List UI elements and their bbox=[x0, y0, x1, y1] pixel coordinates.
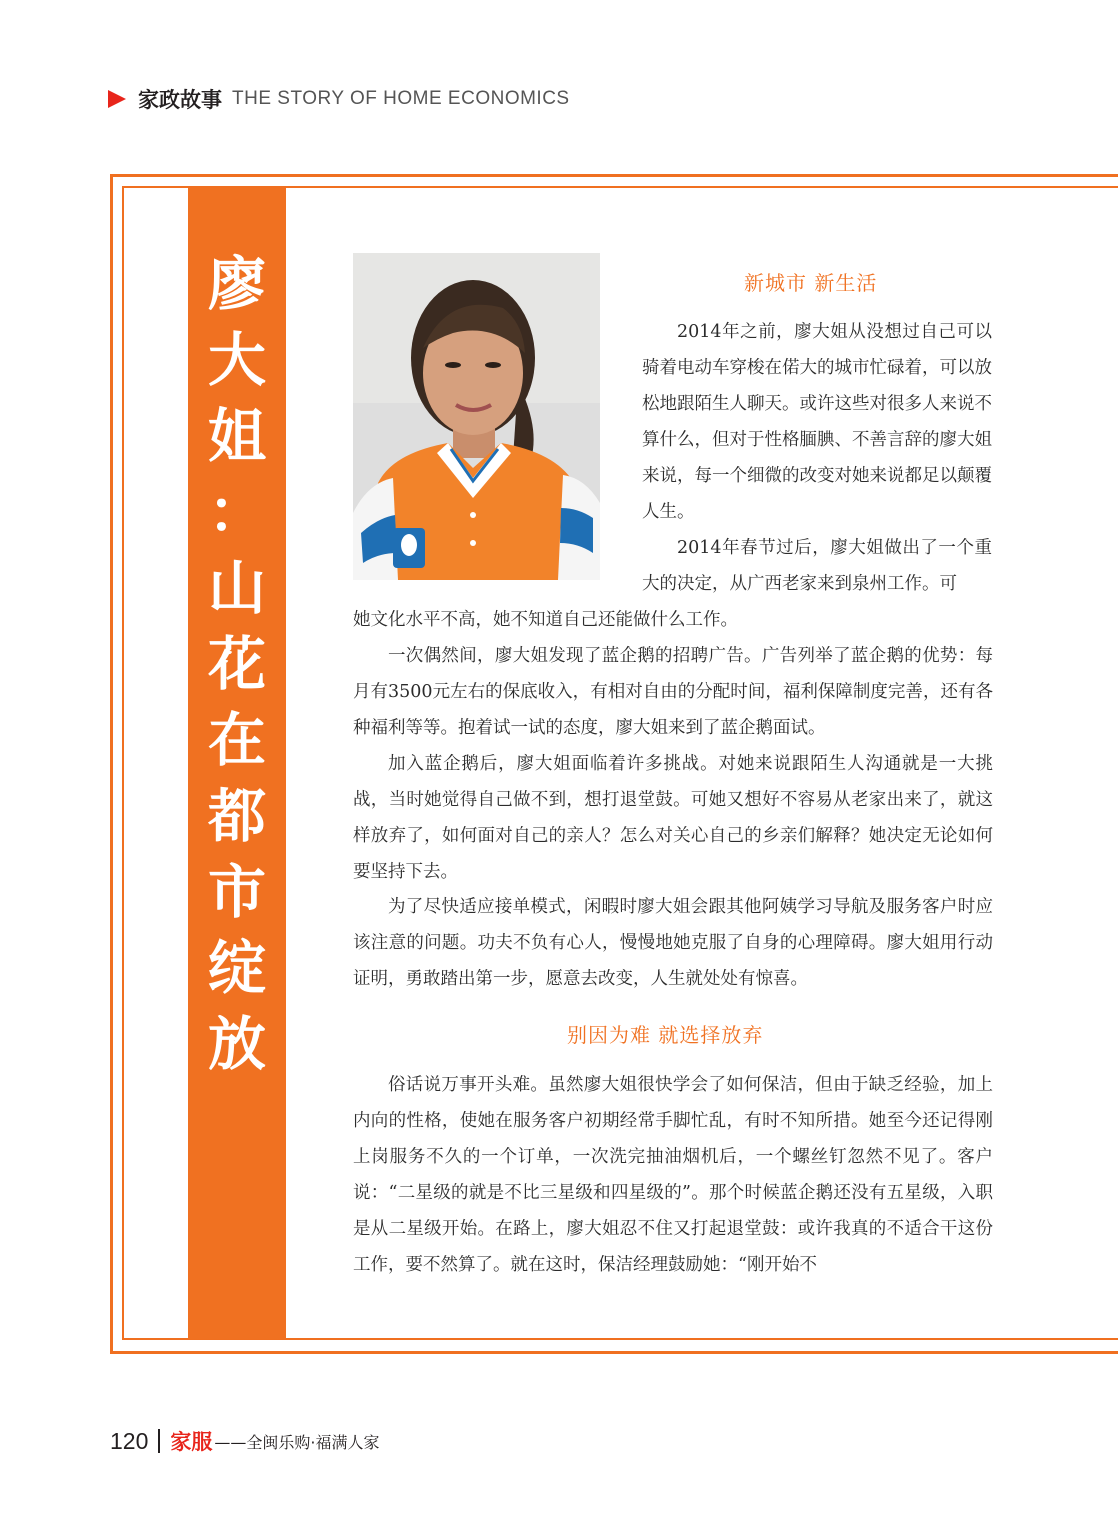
title-bar bbox=[188, 188, 286, 1339]
footer-divider bbox=[158, 1429, 160, 1453]
section-title-cn: 家政故事 bbox=[138, 88, 222, 112]
section-title-en: THE STORY OF HOME ECONOMICS bbox=[232, 88, 570, 109]
magazine-slogan: ——全闽乐购·福满人家 bbox=[214, 1432, 380, 1452]
page-footer bbox=[110, 1424, 379, 1458]
title-char: 在 bbox=[207, 706, 266, 774]
play-triangle-icon bbox=[108, 90, 126, 108]
paragraph: 2014年春节过后，廖大姐做出了一个重大的决定，从广西老家来到泉州工作。可 bbox=[642, 538, 992, 594]
title-char: ： bbox=[207, 478, 266, 546]
title-char: 廖 bbox=[207, 250, 266, 318]
paragraph: 加入蓝企鹅后，廖大姐面临着许多挑战。对她来说跟陌生人沟通就是一大挑战，当时她觉得自己做不到，想打退堂鼓。可她又想好不容易从老家出来了，就这样放弃了，如何面对自己的亲人？怎么对关心自己的乡亲们解释？她决定无论如何要坚持下去。 bbox=[353, 754, 993, 882]
title-char: 大 bbox=[207, 326, 266, 394]
title-char: 花 bbox=[207, 630, 266, 698]
magazine-brand: 家服 bbox=[170, 1430, 213, 1454]
paragraph: 为了尽快适应接单模式，闲暇时廖大姐会跟其他阿姨学习导航及服务客户时应该注意的问题。功夫不负有心人，慢慢地她克服了自身的心理障碍。廖大姐用行动证明，勇敢踏出第一步，愿意去改变，人生就处处有惊喜。 bbox=[353, 897, 993, 989]
title-char: 放 bbox=[207, 1010, 266, 1078]
page-number: 120 bbox=[110, 1427, 149, 1454]
section-heading: 别因为难 就选择放弃 bbox=[567, 1023, 764, 1047]
title-char: 姐 bbox=[207, 402, 266, 470]
title-char: 都 bbox=[207, 782, 266, 850]
paragraph: 一次偶然间，廖大姐发现了蓝企鹅的招聘广告。广告列举了蓝企鹅的优势：每月有3500元左右的保底收入，有相对自由的分配时间，福利保障制度完善，还有各种福利等等。抱着试一试的态度，廖大姐来到了蓝企鹅面试。 bbox=[353, 646, 993, 738]
section-heading: 新城市 新生活 bbox=[744, 271, 878, 295]
title-char: 市 bbox=[207, 858, 266, 926]
section-header bbox=[108, 84, 570, 114]
paragraph: 2014年之前，廖大姐从没想过自己可以骑着电动车穿梭在偌大的城市忙碌着，可以放松地跟陌生人聊天。或许这些对很多人来说不算什么，但对于性格腼腆、不善言辞的廖大姐来说，每一个细微的改变对她来说都足以颠覆人生。 bbox=[642, 322, 992, 522]
title-char: 绽 bbox=[207, 934, 266, 1002]
portrait-photo bbox=[353, 253, 600, 580]
paragraph: 她文化水平不高，她不知道自己还能做什么工作。 bbox=[353, 610, 738, 630]
title-char: 山 bbox=[207, 554, 266, 622]
paragraph: 俗话说万事开头难。虽然廖大姐很快学会了如何保洁，但由于缺乏经验，加上内向的性格，使她在服务客户初期经常手脚忙乱，有时不知所措。她至今还记得刚上岗服务不久的一个订单，一次洗完抽油烟机后，一个螺丝钉忽然不见了。客户说：“二星级的就是不比三星级和四星级的”。那个时候蓝企鹅还没有五星级，入职是从二星级开始。在路上，廖大姐忍不住又打起退堂鼓：或许我真的不适合干这份工作，要不然算了。就在这时，保洁经理鼓励她：“刚开始不 bbox=[353, 1075, 993, 1275]
article-title bbox=[188, 246, 286, 1082]
